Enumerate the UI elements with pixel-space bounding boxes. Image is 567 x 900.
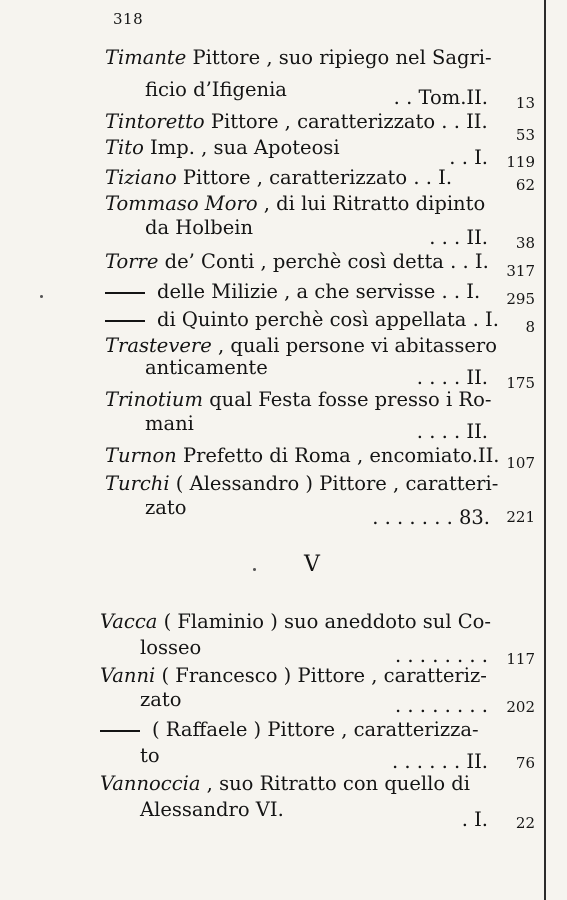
entry-text: zato xyxy=(140,688,182,711)
index-entry-line xyxy=(140,800,284,820)
entry-text: . . . . II. xyxy=(416,366,488,389)
page-reference: 175 xyxy=(506,374,535,392)
entry-text: Pittore , caratterizzato . . II. xyxy=(204,110,488,133)
entry-term: Tito xyxy=(105,136,144,159)
entry-term: Turchi xyxy=(105,472,170,495)
entry-text: , di lui Ritratto dipinto xyxy=(257,192,486,215)
index-entry-line xyxy=(105,282,480,302)
index-entry-heading xyxy=(105,446,500,466)
entry-text: , quali persone vi abitassero xyxy=(211,334,497,357)
index-entry-line xyxy=(105,310,499,330)
page-reference: 221 xyxy=(506,508,535,526)
index-entry-line xyxy=(145,498,186,518)
entry-text: Alessandro VI. xyxy=(140,798,284,821)
entry-term: Tiziano xyxy=(105,166,177,189)
entry-text: to xyxy=(140,744,160,767)
entry-text: anticamente xyxy=(145,356,268,379)
index-entry-line xyxy=(100,720,479,740)
entry-text: . . . . . . . . xyxy=(395,644,488,667)
index-entry-line xyxy=(190,696,488,716)
entry-text: da Holbein xyxy=(145,216,254,239)
entry-text: Pittore , caratterizzato . . I. xyxy=(176,166,453,189)
entry-text: . . I. xyxy=(449,146,488,169)
ditto-dash xyxy=(105,292,145,294)
entry-text: mani xyxy=(145,412,194,435)
entry-text: Prefetto di Roma , encomiato.II. xyxy=(176,444,500,467)
entry-text: ( Flaminio ) suo aneddoto sul Co- xyxy=(157,610,492,633)
entry-term: Timante xyxy=(105,46,187,69)
index-entry-heading xyxy=(100,666,487,686)
page-reference: 53 xyxy=(515,126,535,144)
index-entry-line xyxy=(145,414,194,434)
index-entry-heading xyxy=(105,168,452,188)
index-entry-line xyxy=(220,752,488,772)
page-reference: 117 xyxy=(506,650,535,668)
entry-text: delle Milizie , a che servisse . . I. xyxy=(157,280,481,303)
page-reference: 76 xyxy=(515,754,535,772)
entry-term: Torre xyxy=(105,250,159,273)
entry-term: Trinotium xyxy=(105,388,203,411)
index-entry-line xyxy=(145,218,253,238)
entry-text: qual Festa fosse presso i Ro- xyxy=(203,388,492,411)
ditto-dash xyxy=(105,320,145,322)
entry-text: de’ Conti , perchè così detta . . I. xyxy=(158,250,489,273)
entry-text: zato xyxy=(145,496,187,519)
index-entry-line xyxy=(400,810,488,830)
page-reference: 38 xyxy=(515,234,535,252)
index-entry-line xyxy=(370,148,488,168)
page-number: 318 xyxy=(113,10,144,28)
index-entry-heading xyxy=(105,252,489,272)
index-entry-line xyxy=(230,646,488,666)
page-reference: 107 xyxy=(506,454,535,472)
entry-text: ( Francesco ) Pittore , caratteriz- xyxy=(155,664,487,687)
entry-text: losseo xyxy=(140,636,202,659)
index-entry-heading xyxy=(105,138,340,158)
entry-text: Pittore , suo ripiego nel Sagri- xyxy=(186,46,492,69)
page-reference: 13 xyxy=(515,94,535,112)
index-entry-line xyxy=(140,690,181,710)
paper-speck xyxy=(40,295,43,298)
entry-term: Vanni xyxy=(100,664,156,687)
index-entry-heading xyxy=(105,112,488,132)
entry-text: . . . . . . . 83. xyxy=(372,506,490,529)
index-entry-line xyxy=(145,80,287,100)
entry-term: Trastevere xyxy=(105,334,212,357)
index-entry-line xyxy=(300,368,488,388)
entry-text: . I. xyxy=(461,808,488,831)
index-entry-line xyxy=(220,508,490,528)
page-reference: 22 xyxy=(515,814,535,832)
index-entry-heading xyxy=(100,612,491,632)
entry-text: ( Raffaele ) Pittore , caratterizza- xyxy=(152,718,479,741)
page-reference: 295 xyxy=(506,290,535,308)
paper-speck xyxy=(253,568,256,571)
entry-term: Tintoretto xyxy=(105,110,205,133)
entry-term: Vannoccia xyxy=(100,772,201,795)
index-entry-heading xyxy=(105,194,485,214)
page-reference: 202 xyxy=(506,698,535,716)
index-entry-line xyxy=(140,638,201,658)
entry-text: di Quinto perchè così appellata . I. xyxy=(157,308,499,331)
entry-term: Tommaso Moro xyxy=(105,192,258,215)
index-entry-heading xyxy=(105,48,492,68)
entry-text: . . . II. xyxy=(429,226,488,249)
page-reference: 62 xyxy=(515,176,535,194)
entry-text: ( Alessandro ) Pittore , caratteri- xyxy=(169,472,499,495)
index-entry-line xyxy=(330,228,488,248)
page-reference: 119 xyxy=(506,153,535,171)
page-reference: 317 xyxy=(506,262,535,280)
index-entry-line xyxy=(300,422,488,442)
entry-text: . . . . II. xyxy=(416,420,488,443)
index-entry-line xyxy=(330,88,488,108)
index-entry-heading xyxy=(100,774,470,794)
index-entry-heading xyxy=(105,474,498,494)
page-edge-line xyxy=(544,0,546,900)
entry-text: ficio d’Ifigenia xyxy=(145,78,287,101)
page-reference: 8 xyxy=(525,318,535,336)
entry-text: , suo Ritratto con quello di xyxy=(200,772,471,795)
index-entry-line xyxy=(145,358,268,378)
entry-term: Turnon xyxy=(105,444,177,467)
entry-text: . . Tom.II. xyxy=(393,86,488,109)
entry-text: . . . . . . . . xyxy=(395,694,488,717)
index-entry-line xyxy=(140,746,160,766)
entry-text: Imp. , sua Apoteosi xyxy=(143,136,340,159)
entry-term: Vacca xyxy=(100,610,158,633)
section-letter: V xyxy=(304,552,320,577)
entry-text: . . . . . . II. xyxy=(392,750,488,773)
ditto-dash xyxy=(100,730,140,732)
index-entry-heading xyxy=(105,336,497,356)
index-entry-heading xyxy=(105,390,491,410)
